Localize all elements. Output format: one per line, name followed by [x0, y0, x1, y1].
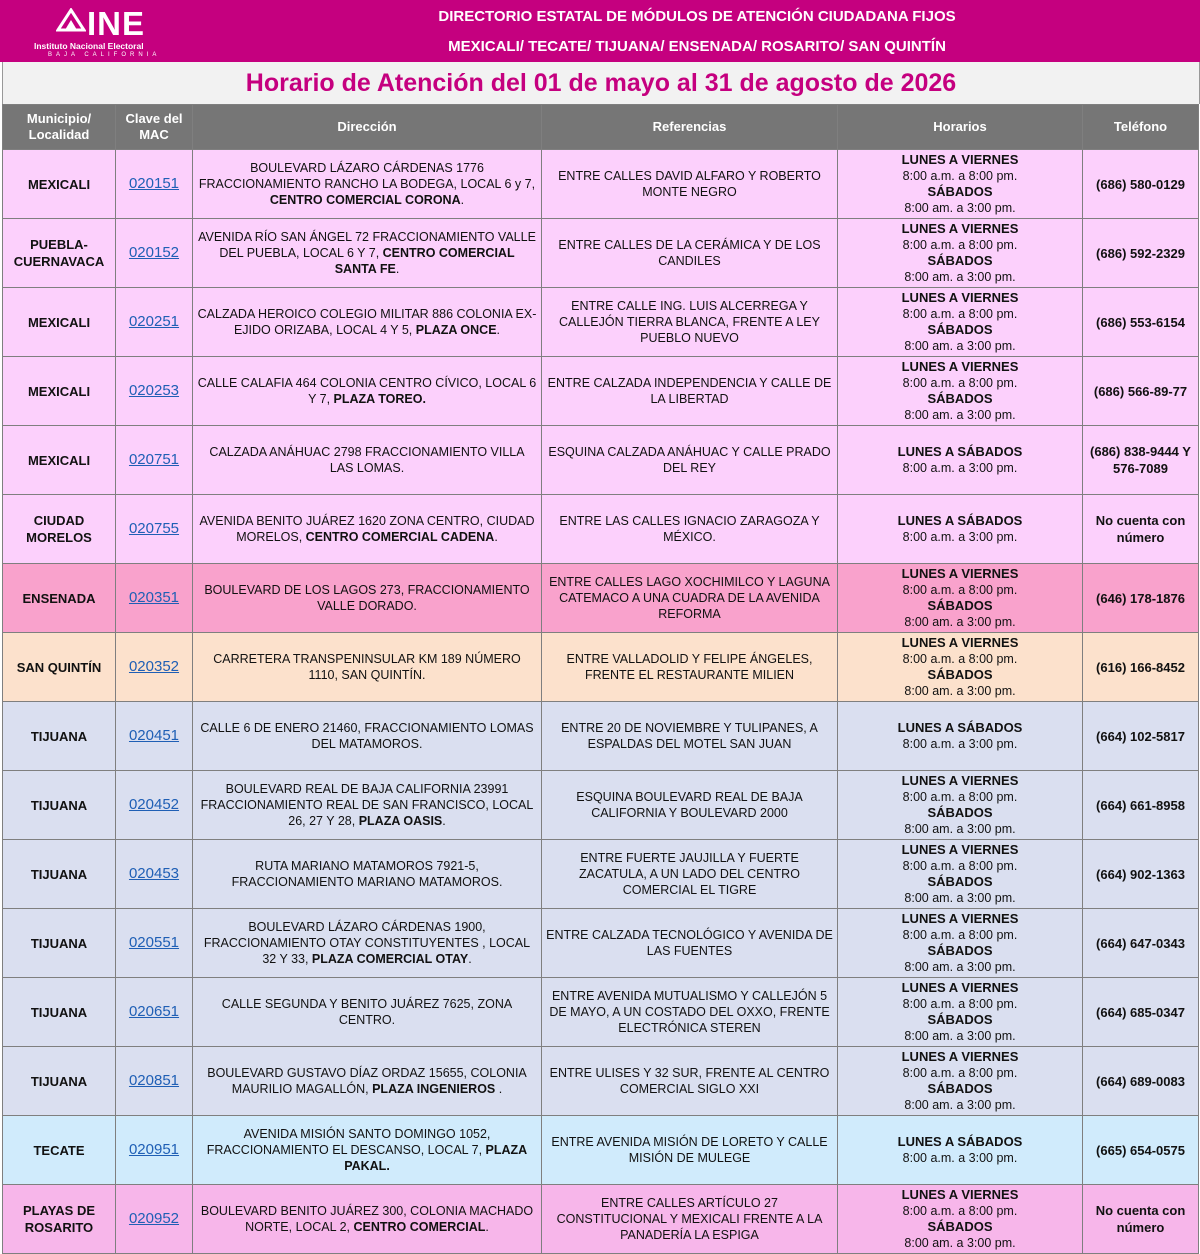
cell-direccion: [193, 357, 542, 426]
address-text: CALLE 6 DE ENERO 21460, FRACCIONAMIENTO LOMAS DEL MATAMOROS.: [200, 721, 534, 751]
cell-horarios: [838, 702, 1083, 771]
schedule-saturday-hours: 8:00 am. a 3:00 pm.: [904, 822, 1016, 836]
cell-referencias: ENTRE CALLE ING. LUIS ALCERREGA Y CALLEJÓN TIERRA BLANCA, FRENTE A LEY PUEBLO NUEVO: [542, 288, 838, 357]
clave-link[interactable]: 020451: [128, 727, 180, 744]
cell-municipio: TIJUANA: [3, 771, 116, 840]
schedule-weekdays: LUNES A VIERNES: [901, 359, 1019, 374]
address-plaza: PLAZA OASIS: [358, 814, 443, 828]
table-row: [3, 150, 1199, 219]
address-plaza: PLAZA TOREO.: [333, 392, 426, 406]
cell-referencias: ENTRE VALLADOLID Y FELIPE ÁNGELES, FRENTE EL RESTAURANTE MILIEN: [542, 633, 838, 702]
address-text: BOULEVARD BENITO JUÁREZ 300, COLONIA MACHADO NORTE, LOCAL 2,: [200, 1204, 534, 1234]
clave-link[interactable]: 020152: [128, 244, 180, 261]
cell-direccion: [193, 1047, 542, 1116]
cell-telefono: (686) 553-6154: [1083, 288, 1199, 357]
schedule-saturday: SÁBADOS: [927, 253, 993, 268]
cell-horarios: [838, 288, 1083, 357]
address-end: .: [496, 323, 501, 337]
clave-link[interactable]: 020452: [128, 796, 180, 813]
cell-clave: [116, 357, 193, 426]
cell-referencias: ENTRE 20 DE NOVIEMBRE Y TULIPANES, A ESPALDAS DEL MOTEL SAN JUAN: [542, 702, 838, 771]
cell-direccion: [193, 495, 542, 564]
address-text: CALZADA HEROICO COLEGIO MILITAR 886 COLONIA EX-EJIDO ORIZABA, LOCAL 4 Y 5,: [197, 307, 537, 337]
schedule-weekday-hours: 8:00 a.m. a 8:00 pm.: [902, 928, 1018, 942]
cell-direccion: [193, 978, 542, 1047]
address-end: .: [468, 952, 472, 966]
schedule-weekday-hours: 8:00 a.m. a 8:00 pm.: [902, 997, 1018, 1011]
cell-telefono: (616) 166-8452: [1083, 633, 1199, 702]
schedule-period: Horario de Atención del 01 de mayo al 31 de agosto de 2026: [2, 62, 1200, 104]
address-end: .: [494, 530, 498, 544]
cell-referencias: ENTRE AVENIDA MISIÓN DE LORETO Y CALLE MISIÓN DE MULEGE: [542, 1116, 838, 1185]
cell-telefono: No cuenta con número: [1083, 495, 1199, 564]
cell-direccion: [193, 150, 542, 219]
schedule-saturday: SÁBADOS: [927, 667, 993, 682]
col-direccion: Dirección: [193, 105, 542, 150]
page-title: DIRECTORIO ESTATAL DE MÓDULOS DE ATENCIÓN CIUDADANA FIJOS: [438, 8, 956, 25]
schedule-weekdays: LUNES A VIERNES: [901, 566, 1019, 581]
cell-referencias: ENTRE CALZADA TECNOLÓGICO Y AVENIDA DE LAS FUENTES: [542, 909, 838, 978]
schedule-saturday-hours: 8:00 am. a 3:00 pm.: [904, 615, 1016, 629]
cell-clave: [116, 840, 193, 909]
schedule-saturday: SÁBADOS: [927, 322, 993, 337]
clave-link[interactable]: 020351: [128, 589, 180, 606]
schedule-weekday-hours: 8:00 a.m. a 8:00 pm.: [902, 376, 1018, 390]
schedule-weekdays: LUNES A VIERNES: [901, 1187, 1019, 1202]
schedule-weekday-hours: 8:00 a.m. a 8:00 pm.: [902, 859, 1018, 873]
cell-referencias: ENTRE FUERTE JAUJILLA Y FUERTE ZACATULA, A UN LADO DEL CENTRO COMERCIAL EL TIGRE: [542, 840, 838, 909]
cell-direccion: [193, 288, 542, 357]
cell-municipio: MEXICALI: [3, 357, 116, 426]
schedule-days: LUNES A SÁBADOS: [897, 1134, 1023, 1149]
schedule-saturday: SÁBADOS: [927, 1012, 993, 1027]
cell-telefono: (664) 689-0083: [1083, 1047, 1199, 1116]
address-text: AVENIDA MISIÓN SANTO DOMINGO 1052, FRACCIONAMIENTO EL DESCANSO, LOCAL 7,: [206, 1127, 491, 1157]
cell-telefono: (664) 661-8958: [1083, 771, 1199, 840]
schedule-saturday: SÁBADOS: [927, 598, 993, 613]
cell-horarios: [838, 426, 1083, 495]
schedule-saturday-hours: 8:00 am. a 3:00 pm.: [904, 408, 1016, 422]
table-header-row: [3, 105, 1199, 150]
schedule-weekdays: LUNES A VIERNES: [901, 773, 1019, 788]
cell-telefono: (665) 654-0575: [1083, 1116, 1199, 1185]
cell-horarios: [838, 771, 1083, 840]
cell-referencias: ENTRE CALLES DE LA CERÁMICA Y DE LOS CANDILES: [542, 219, 838, 288]
address-plaza: CENTRO COMERCIAL: [353, 1220, 486, 1234]
cell-municipio: SAN QUINTÍN: [3, 633, 116, 702]
schedule-weekdays: LUNES A VIERNES: [901, 980, 1019, 995]
schedule-saturday: SÁBADOS: [927, 1081, 993, 1096]
cell-horarios: [838, 1047, 1083, 1116]
address-text: RUTA MARIANO MATAMOROS 7921-5, FRACCIONAMIENTO MARIANO MATAMOROS.: [231, 859, 503, 889]
table-row: [3, 771, 1199, 840]
cell-clave: [116, 1116, 193, 1185]
schedule-weekday-hours: 8:00 a.m. a 8:00 pm.: [902, 652, 1018, 666]
address-text: BOULEVARD GUSTAVO DÍAZ ORDAZ 15655, COLONIA MAURILIO MAGALLÓN,: [207, 1066, 527, 1096]
cell-telefono: (686) 838-9444 Y 576-7089: [1083, 426, 1199, 495]
cell-telefono: (664) 102-5817: [1083, 702, 1199, 771]
cell-municipio: TIJUANA: [3, 702, 116, 771]
address-end: .: [485, 1220, 489, 1234]
table-row: [3, 357, 1199, 426]
cell-municipio: MEXICALI: [3, 288, 116, 357]
schedule-weekdays: LUNES A VIERNES: [901, 1049, 1019, 1064]
schedule-saturday-hours: 8:00 am. a 3:00 pm.: [904, 891, 1016, 905]
clave-link[interactable]: 020253: [128, 382, 180, 399]
table-row: [3, 219, 1199, 288]
clave-link[interactable]: 020352: [128, 658, 180, 675]
cell-direccion: [193, 633, 542, 702]
cell-direccion: [193, 219, 542, 288]
schedule-hours: 8:00 a.m. a 3:00 pm.: [902, 1151, 1018, 1165]
address-plaza: PLAZA PAKAL.: [344, 1143, 528, 1173]
schedule-days: LUNES A SÁBADOS: [897, 513, 1023, 528]
cell-clave: [116, 219, 193, 288]
table-row: [3, 1116, 1199, 1185]
table-row: [3, 840, 1199, 909]
cell-horarios: [838, 1116, 1083, 1185]
cell-telefono: (664) 647-0343: [1083, 909, 1199, 978]
table-row: [3, 1185, 1199, 1254]
ine-logo-mark-icon: [56, 8, 86, 32]
cell-clave: [116, 702, 193, 771]
address-end: .: [395, 262, 400, 276]
address-text: CALZADA ANÁHUAC 2798 FRACCIONAMIENTO VILLA LAS LOMAS.: [209, 445, 525, 475]
cell-clave: [116, 426, 193, 495]
cell-telefono: No cuenta con número: [1083, 1185, 1199, 1254]
schedule-saturday-hours: 8:00 am. a 3:00 pm.: [904, 201, 1016, 215]
schedule-weekdays: LUNES A VIERNES: [901, 152, 1019, 167]
cell-clave: [116, 909, 193, 978]
schedule-saturday-hours: 8:00 am. a 3:00 pm.: [904, 270, 1016, 284]
table-row: [3, 1047, 1199, 1116]
schedule-days: LUNES A SÁBADOS: [897, 720, 1023, 735]
cell-horarios: [838, 357, 1083, 426]
cell-clave: [116, 1047, 193, 1116]
cell-municipio: TIJUANA: [3, 978, 116, 1047]
cell-telefono: (664) 685-0347: [1083, 978, 1199, 1047]
schedule-weekday-hours: 8:00 a.m. a 8:00 pm.: [902, 169, 1018, 183]
cell-telefono: (686) 566-89-77: [1083, 357, 1199, 426]
clave-link[interactable]: 020651: [128, 1003, 180, 1020]
address-text: AVENIDA RÍO SAN ÁNGEL 72 FRACCIONAMIENTO VALLE DEL PUEBLA, LOCAL 6 Y 7,: [198, 230, 536, 260]
table-row: [3, 909, 1199, 978]
cell-referencias: ENTRE LAS CALLES IGNACIO ZARAGOZA Y MÉXICO.: [542, 495, 838, 564]
table-row: [3, 426, 1199, 495]
schedule-days: LUNES A SÁBADOS: [897, 444, 1023, 459]
table-row: [3, 978, 1199, 1047]
page-subtitle: MEXICALI/ TECATE/ TIJUANA/ ENSENADA/ ROSARITO/ SAN QUINTÍN: [448, 38, 946, 55]
clave-link[interactable]: 020755: [128, 520, 180, 537]
clave-link[interactable]: 020251: [128, 313, 180, 330]
col-clave: Clave del MAC: [116, 105, 193, 150]
cell-telefono: (664) 902-1363: [1083, 840, 1199, 909]
schedule-weekdays: LUNES A VIERNES: [901, 290, 1019, 305]
address-text: BOULEVARD DE LOS LAGOS 273, FRACCIONAMIENTO VALLE DORADO.: [204, 583, 530, 613]
schedule-saturday: SÁBADOS: [927, 805, 993, 820]
clave-link[interactable]: 020551: [128, 934, 180, 951]
schedule-weekday-hours: 8:00 a.m. a 8:00 pm.: [902, 790, 1018, 804]
cell-referencias: ENTRE CALLES ARTÍCULO 27 CONSTITUCIONAL Y MEXICALI FRENTE A LA PANADERÍA LA ESPIGA: [542, 1185, 838, 1254]
address-text: BOULEVARD LÁZARO CÁRDENAS 1776 FRACCIONAMIENTO RANCHO LA BODEGA, LOCAL 6 y 7,: [198, 161, 536, 191]
schedule-saturday-hours: 8:00 am. a 3:00 pm.: [904, 339, 1016, 353]
schedule-weekday-hours: 8:00 a.m. a 8:00 pm.: [902, 1066, 1018, 1080]
schedule-weekday-hours: 8:00 a.m. a 8:00 pm.: [902, 583, 1018, 597]
cell-municipio: PUEBLA- CUERNAVACA: [3, 219, 116, 288]
address-plaza: PLAZA INGENIEROS: [372, 1082, 496, 1096]
cell-municipio: MEXICALI: [3, 426, 116, 495]
logo-state: BAJA CALIFORNIA: [48, 52, 161, 58]
schedule-hours: 8:00 a.m. a 3:00 pm.: [902, 530, 1018, 544]
schedule-weekdays: LUNES A VIERNES: [901, 221, 1019, 236]
cell-horarios: [838, 1185, 1083, 1254]
table-row: [3, 564, 1199, 633]
cell-telefono: (686) 592-2329: [1083, 219, 1199, 288]
logo-institution: Instituto Nacional Electoral: [34, 41, 144, 51]
schedule-saturday: SÁBADOS: [927, 391, 993, 406]
clave-link[interactable]: 020951: [128, 1141, 180, 1158]
ine-logo: [0, 0, 194, 62]
cell-municipio: PLAYAS DE ROSARITO: [3, 1185, 116, 1254]
schedule-weekday-hours: 8:00 a.m. a 8:00 pm.: [902, 1204, 1018, 1218]
cell-clave: [116, 633, 193, 702]
cell-clave: [116, 564, 193, 633]
cell-municipio: TECATE: [3, 1116, 116, 1185]
address-text: BOULEVARD REAL DE BAJA CALIFORNIA 23991 FRACCIONAMIENTO REAL DE SAN FRANCISCO, LOCAL 26, 27 Y 28,: [200, 782, 534, 828]
address-plaza: PLAZA ONCE: [415, 323, 497, 337]
address-plaza: CENTRO COMERCIAL CADENA: [305, 530, 495, 544]
clave-link[interactable]: 020851: [128, 1072, 180, 1089]
schedule-weekday-hours: 8:00 a.m. a 8:00 pm.: [902, 307, 1018, 321]
cell-referencias: ENTRE ULISES Y 32 SUR, FRENTE AL CENTRO COMERCIAL SIGLO XXI: [542, 1047, 838, 1116]
cell-referencias: ESQUINA CALZADA ANÁHUAC Y CALLE PRADO DEL REY: [542, 426, 838, 495]
cell-clave: [116, 150, 193, 219]
cell-clave: [116, 1185, 193, 1254]
col-telefono: Teléfono: [1083, 105, 1199, 150]
cell-clave: [116, 771, 193, 840]
col-horarios: Horarios: [838, 105, 1083, 150]
cell-direccion: [193, 702, 542, 771]
address-text: CALLE SEGUNDA Y BENITO JUÁREZ 7625, ZONA CENTRO.: [221, 997, 513, 1027]
schedule-saturday: SÁBADOS: [927, 943, 993, 958]
clave-link[interactable]: 020751: [128, 451, 180, 468]
cell-clave: [116, 495, 193, 564]
address-plaza: CENTRO COMERCIAL CORONA: [269, 193, 461, 207]
schedule-saturday: SÁBADOS: [927, 184, 993, 199]
address-text: CALLE CALAFIA 464 COLONIA CENTRO CÍVICO, LOCAL 6 Y 7,: [197, 376, 537, 406]
cell-referencias: ENTRE CALLES LAGO XOCHIMILCO Y LAGUNA CATEMACO A UNA CUADRA DE LA AVENIDA REFORMA: [542, 564, 838, 633]
address-end: .: [495, 1082, 503, 1096]
clave-link[interactable]: 020453: [128, 865, 180, 882]
address-plaza: CENTRO COMERCIAL SANTA FE: [334, 246, 515, 276]
cell-horarios: [838, 219, 1083, 288]
table-row: [3, 495, 1199, 564]
cell-referencias: ENTRE AVENIDA MUTUALISMO Y CALLEJÓN 5 DE MAYO, A UN COSTADO DEL OXXO, FRENTE ELECTRÓNICA STEREN: [542, 978, 838, 1047]
address-text: AVENIDA BENITO JUÁREZ 1620 ZONA CENTRO, CIUDAD MORELOS,: [199, 514, 535, 544]
schedule-saturday-hours: 8:00 am. a 3:00 pm.: [904, 1029, 1016, 1043]
schedule-weekdays: LUNES A VIERNES: [901, 635, 1019, 650]
schedule-saturday-hours: 8:00 am. a 3:00 pm.: [904, 684, 1016, 698]
cell-clave: [116, 288, 193, 357]
schedule-weekdays: LUNES A VIERNES: [901, 911, 1019, 926]
cell-referencias: ENTRE CALLES DAVID ALFARO Y ROBERTO MONTE NEGRO: [542, 150, 838, 219]
cell-direccion: [193, 1185, 542, 1254]
cell-horarios: [838, 564, 1083, 633]
col-referencias: Referencias: [542, 105, 838, 150]
cell-direccion: [193, 771, 542, 840]
logo-word: INE: [87, 5, 146, 42]
address-end: .: [442, 814, 446, 828]
cell-telefono: (646) 178-1876: [1083, 564, 1199, 633]
schedule-weekday-hours: 8:00 a.m. a 8:00 pm.: [902, 238, 1018, 252]
cell-horarios: [838, 978, 1083, 1047]
address-text: BOULEVARD LÁZARO CÁRDENAS 1900, FRACCIONAMIENTO OTAY CONSTITUYENTES , LOCAL 32 Y 33,: [203, 920, 531, 966]
cell-clave: [116, 978, 193, 1047]
cell-municipio: ENSENADA: [3, 564, 116, 633]
schedule-saturday-hours: 8:00 am. a 3:00 pm.: [904, 1098, 1016, 1112]
cell-municipio: TIJUANA: [3, 840, 116, 909]
cell-municipio: TIJUANA: [3, 909, 116, 978]
cell-referencias: ESQUINA BOULEVARD REAL DE BAJA CALIFORNIA Y BOULEVARD 2000: [542, 771, 838, 840]
cell-municipio: MEXICALI: [3, 150, 116, 219]
cell-direccion: [193, 840, 542, 909]
cell-horarios: [838, 495, 1083, 564]
col-municipio: Municipio/ Localidad: [3, 105, 116, 150]
cell-direccion: [193, 909, 542, 978]
cell-horarios: [838, 150, 1083, 219]
modules-table: [2, 104, 1199, 1254]
clave-link[interactable]: 020952: [128, 1210, 180, 1227]
schedule-hours: 8:00 a.m. a 3:00 pm.: [902, 737, 1018, 751]
table-row: [3, 288, 1199, 357]
table-row: [3, 633, 1199, 702]
schedule-saturday-hours: 8:00 am. a 3:00 pm.: [904, 960, 1016, 974]
address-end: .: [460, 193, 465, 207]
cell-direccion: [193, 426, 542, 495]
schedule-saturday: SÁBADOS: [927, 1219, 993, 1234]
cell-telefono: (686) 580-0129: [1083, 150, 1199, 219]
cell-horarios: [838, 840, 1083, 909]
cell-horarios: [838, 633, 1083, 702]
cell-municipio: TIJUANA: [3, 1047, 116, 1116]
cell-direccion: [193, 1116, 542, 1185]
schedule-hours: 8:00 a.m. a 3:00 pm.: [902, 461, 1018, 475]
schedule-saturday-hours: 8:00 am. a 3:00 pm.: [904, 1236, 1016, 1250]
cell-horarios: [838, 909, 1083, 978]
cell-direccion: [193, 564, 542, 633]
cell-municipio: CIUDAD MORELOS: [3, 495, 116, 564]
header-banner: [0, 0, 1200, 62]
cell-referencias: ENTRE CALZADA INDEPENDENCIA Y CALLE DE LA LIBERTAD: [542, 357, 838, 426]
schedule-weekdays: LUNES A VIERNES: [901, 842, 1019, 857]
address-text: CARRETERA TRANSPENINSULAR KM 189 NÚMERO 1110, SAN QUINTÍN.: [213, 652, 521, 682]
schedule-saturday: SÁBADOS: [927, 874, 993, 889]
address-plaza: PLAZA COMERCIAL OTAY: [311, 952, 469, 966]
table-row: [3, 702, 1199, 771]
clave-link[interactable]: 020151: [128, 175, 180, 192]
